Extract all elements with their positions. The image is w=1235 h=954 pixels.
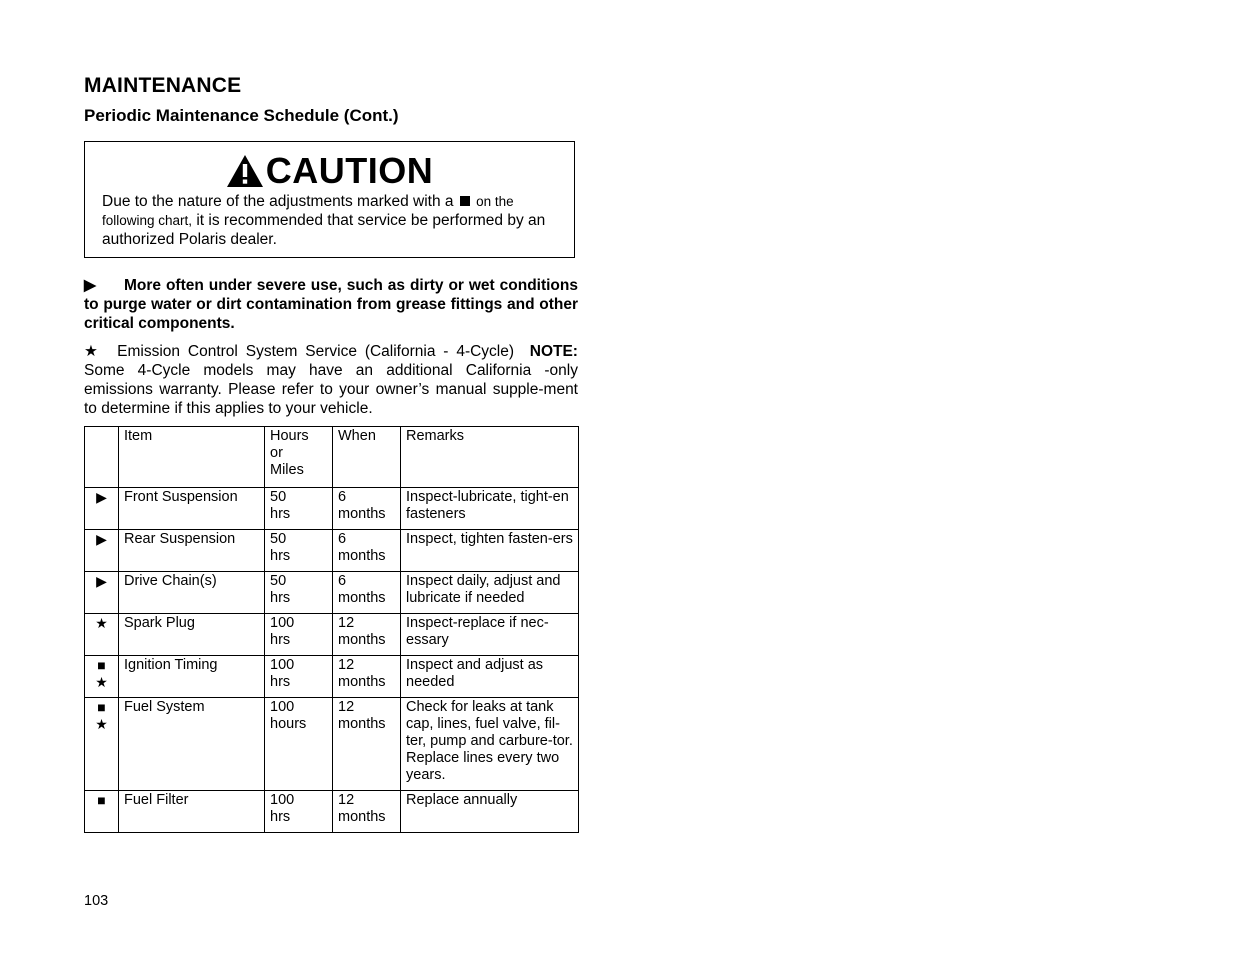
row-remarks: Replace annually xyxy=(401,791,579,833)
caution-text-part3: it is recommended that service be performed by an authorized Polaris dealer. xyxy=(102,212,546,248)
row-item: Fuel System xyxy=(119,698,265,791)
severe-use-text: More often under severe use, such as dirty or wet conditions to purge water or dirt contamination from grease fittings and other critical components. xyxy=(84,277,578,332)
caution-text-part1: Due to the nature of the adjustments marked with a xyxy=(102,193,454,210)
severe-use-note xyxy=(84,276,578,333)
row-remarks: Inspect, tighten fasten-ers xyxy=(401,530,579,572)
table-row xyxy=(85,572,579,614)
row-symbols xyxy=(85,488,119,530)
warning-triangle-icon xyxy=(226,154,264,188)
star-icon: ★ xyxy=(95,674,108,690)
emission-note xyxy=(84,342,578,418)
table-row xyxy=(85,698,579,791)
row-when: 12 months xyxy=(333,656,401,698)
header-item: Item xyxy=(119,427,265,488)
caution-text xyxy=(102,192,562,249)
row-symbols xyxy=(85,656,119,698)
row-item: Spark Plug xyxy=(119,614,265,656)
square-icon: ■ xyxy=(97,657,106,673)
note-text: Some 4-Cycle models may have an additional California -only emissions warranty. Please refer to your owner’s manual supple-ment to determine if this applies to your vehicle. xyxy=(84,362,578,417)
header-hours xyxy=(265,427,333,488)
row-symbols xyxy=(85,791,119,833)
row-when: 6 months xyxy=(333,530,401,572)
row-item: Front Suspension xyxy=(119,488,265,530)
triangle-icon: ▶ xyxy=(84,277,96,294)
header-symbol xyxy=(85,427,119,488)
table-header-row xyxy=(85,427,579,488)
header-hours-label: Hours or Miles xyxy=(270,428,309,478)
row-when: 12 months xyxy=(333,614,401,656)
table-row xyxy=(85,656,579,698)
triangle-icon: ▶ xyxy=(96,573,107,589)
note-label: NOTE: xyxy=(529,343,578,360)
triangle-icon: ▶ xyxy=(96,531,107,547)
table-row xyxy=(85,530,579,572)
table-row xyxy=(85,614,579,656)
row-symbols xyxy=(85,530,119,572)
row-hours: 100 hours xyxy=(265,698,333,791)
row-when: 12 months xyxy=(333,698,401,791)
caution-heading: CAUTION xyxy=(265,150,434,191)
page-number: 103 xyxy=(84,893,109,909)
row-hours: 100 hrs xyxy=(265,656,333,698)
table-row xyxy=(85,791,579,833)
row-when: 12 months xyxy=(333,791,401,833)
row-hours: 100 hrs xyxy=(265,791,333,833)
row-remarks: Inspect‑lubricate, tight-en fasteners xyxy=(401,488,579,530)
star-icon: ★ xyxy=(95,615,108,631)
page-title: MAINTENANCE xyxy=(84,74,242,97)
table-row xyxy=(85,488,579,530)
page-subtitle: Periodic Maintenance Schedule (Cont.) xyxy=(84,106,399,125)
caution-box xyxy=(84,141,575,258)
caution-header xyxy=(85,151,574,191)
row-symbols xyxy=(85,572,119,614)
row-item: Ignition Timing xyxy=(119,656,265,698)
header-remarks: Remarks xyxy=(401,427,579,488)
row-item: Drive Chain(s) xyxy=(119,572,265,614)
square-icon: ■ xyxy=(97,699,106,715)
emission-text: Emission Control System Service (California - 4-Cycle) xyxy=(117,343,515,360)
caution-text-part2: on the following chart, xyxy=(102,194,514,228)
square-icon xyxy=(460,196,470,206)
row-remarks: Inspect‑replace if nec-essary xyxy=(401,614,579,656)
row-remarks: Inspect daily, adjust and lubricate if needed xyxy=(401,572,579,614)
row-when: 6 months xyxy=(333,488,401,530)
row-remarks: Check for leaks at tank cap, lines, fuel valve, fil-ter, pump and carbure-tor. Replace lines every two years. xyxy=(401,698,579,791)
header-when: When xyxy=(333,427,401,488)
row-when: 6 months xyxy=(333,572,401,614)
triangle-icon: ▶ xyxy=(96,489,107,505)
square-icon: ■ xyxy=(97,792,106,808)
row-symbols xyxy=(85,614,119,656)
maintenance-table xyxy=(84,426,579,833)
row-remarks: Inspect and adjust as needed xyxy=(401,656,579,698)
star-icon: ★ xyxy=(95,716,108,732)
star-icon: ★ xyxy=(84,343,102,360)
row-hours: 100 hrs xyxy=(265,614,333,656)
row-hours: 50 hrs xyxy=(265,488,333,530)
row-hours: 50 hrs xyxy=(265,530,333,572)
row-symbols xyxy=(85,698,119,791)
row-item: Rear Suspension xyxy=(119,530,265,572)
row-hours: 50 hrs xyxy=(265,572,333,614)
row-item: Fuel Filter xyxy=(119,791,265,833)
